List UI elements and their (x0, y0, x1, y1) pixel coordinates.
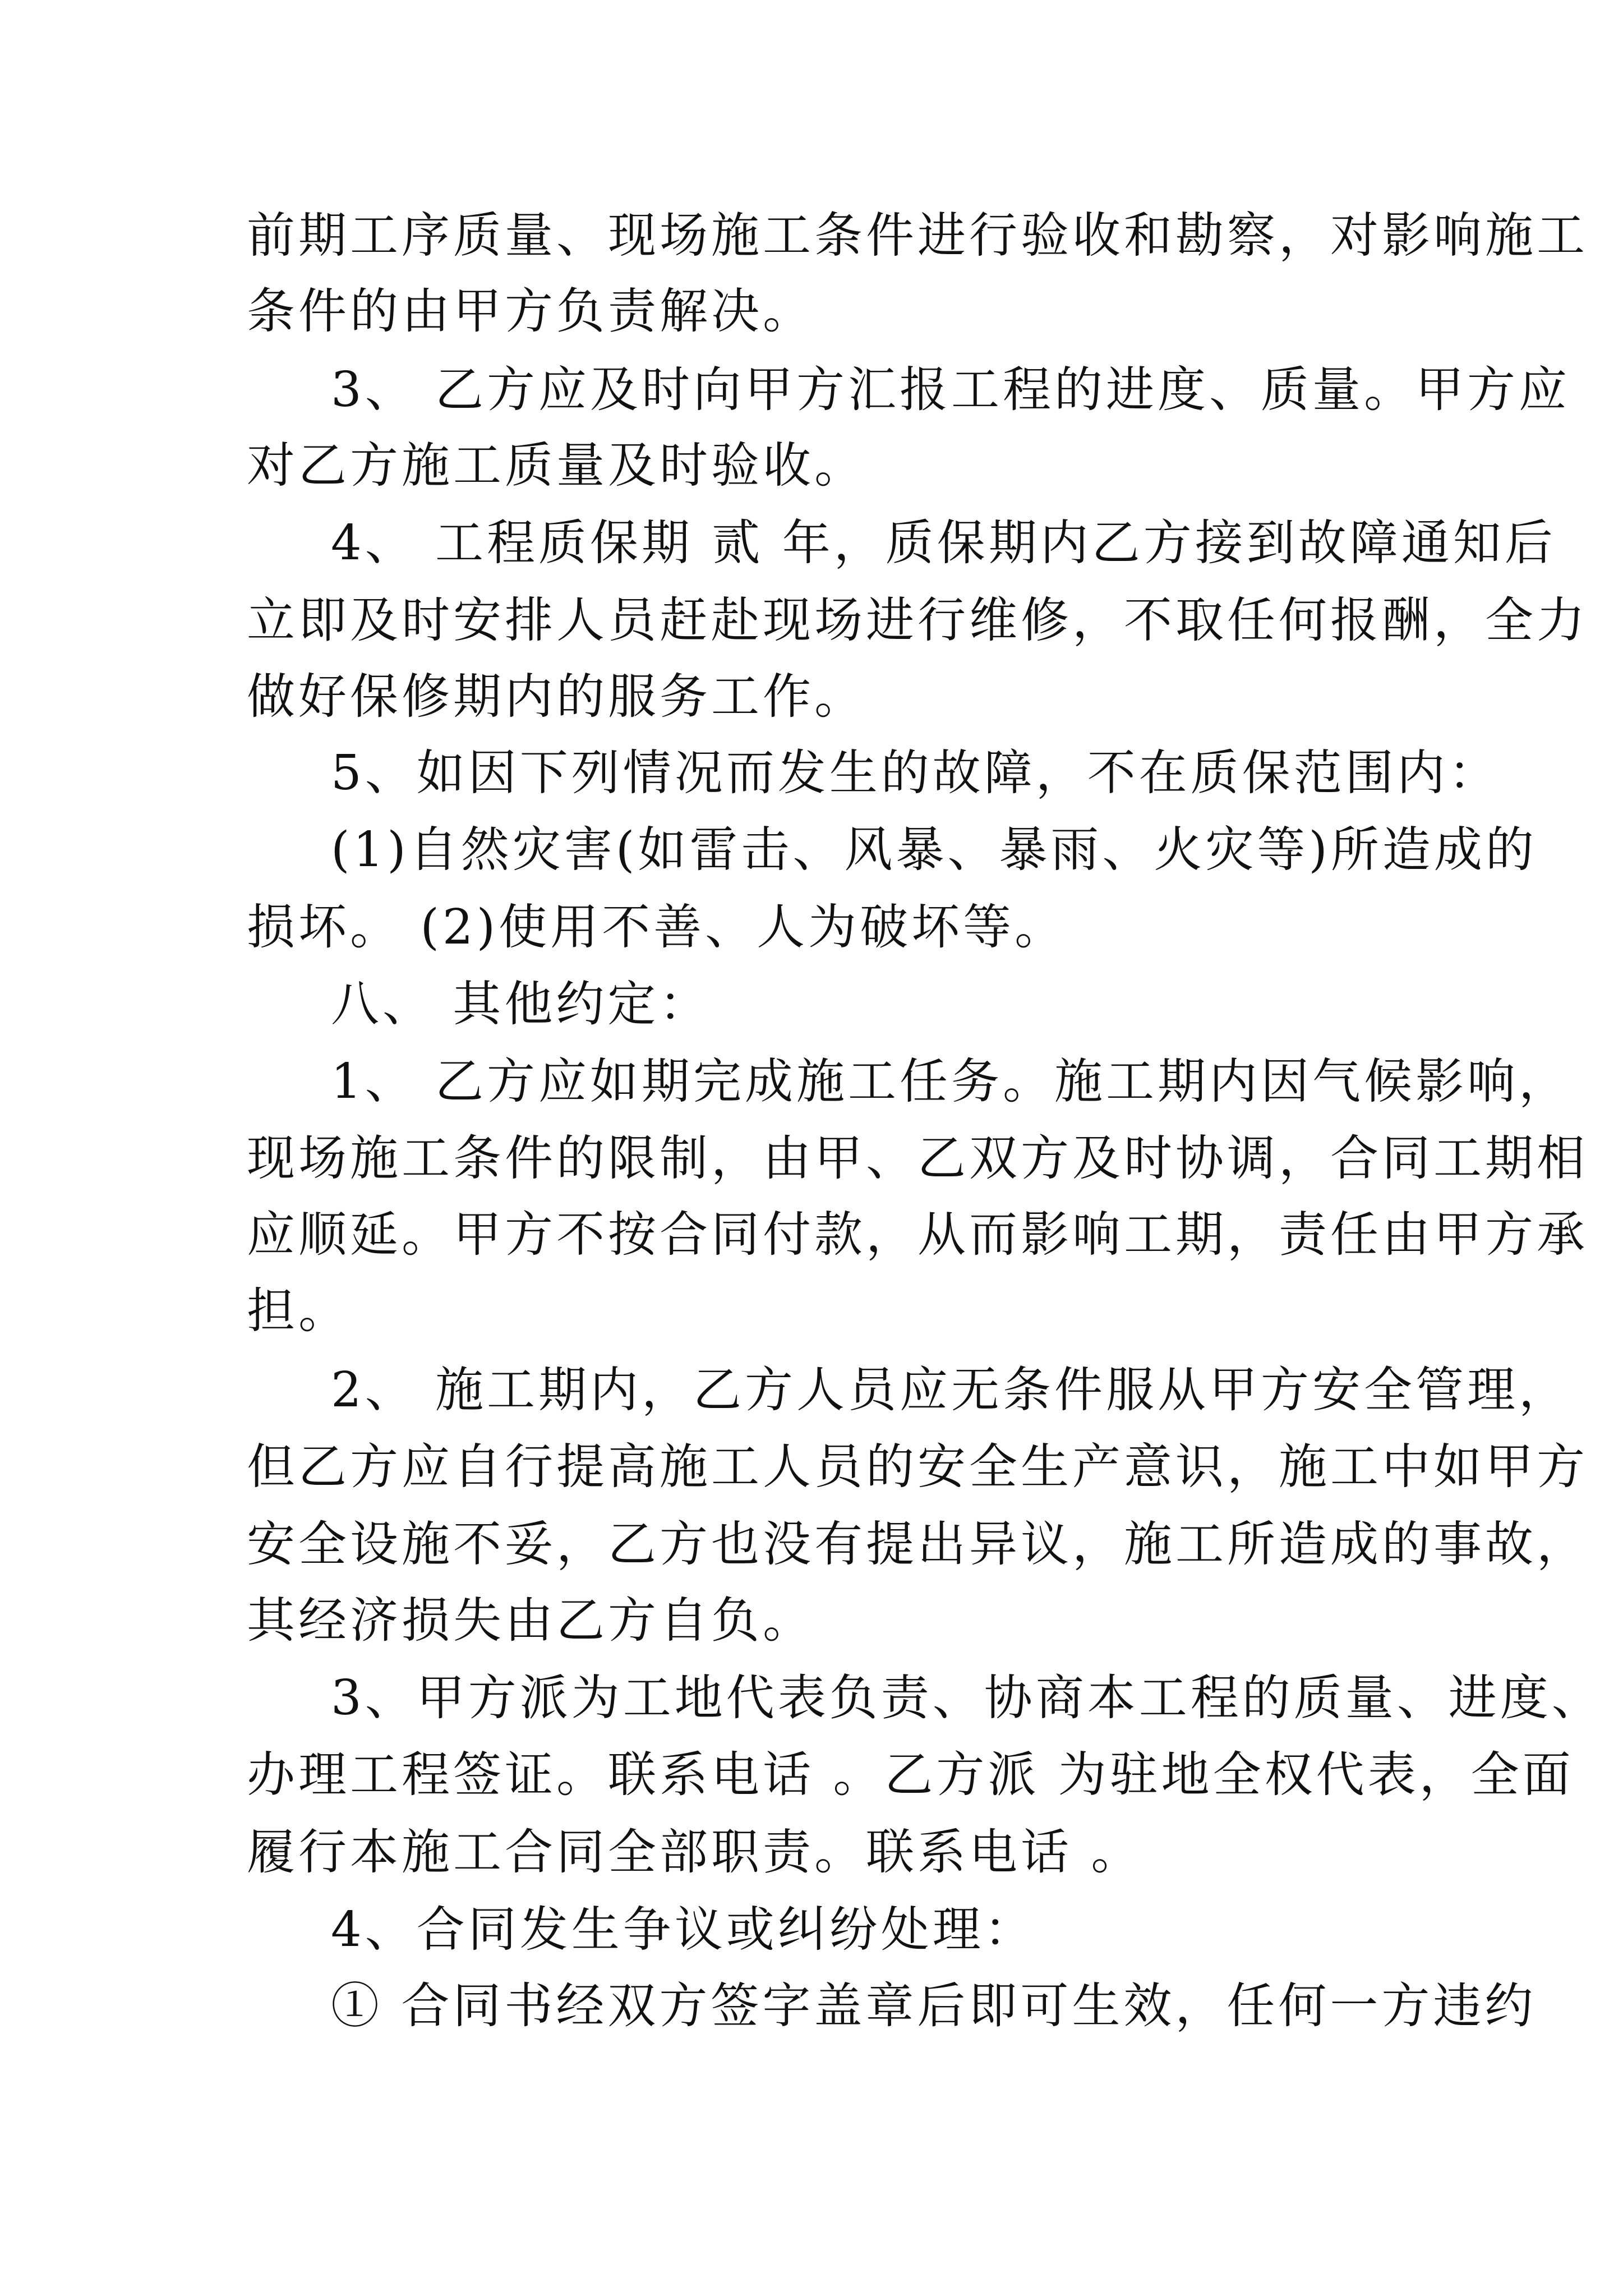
text-line: 3、甲方派为工地代表负责、协商本工程的质量、进度、 (331, 1670, 1603, 1726)
text-line: 损坏。 (2)使用不善、人为破坏等。 (247, 899, 1067, 955)
text-line: 履行本施工合同全部职责。联系电话 。 (247, 1824, 1143, 1880)
text-line: 4、合同发生争议或纠纷处理： (331, 1902, 1036, 1958)
text-line: 2、 施工期内，乙方人员应无条件服从甲方安全管理， (331, 1362, 1571, 1418)
text-line: 4、 工程质保期 贰 年，质保期内乙方接到故障通知后 (331, 515, 1556, 571)
text-line: 应顺延。甲方不按合同付款，从而影响工期，责任由甲方承 (247, 1207, 1588, 1263)
text-line: 对乙方施工质量及时验收。 (247, 438, 866, 494)
text-line: 现场施工条件的限制，由甲、乙双方及时协调，合同工期相 (247, 1130, 1588, 1186)
text-line: 办理工程签证。联系电话 。乙方派 为驻地全权代表，全面 (247, 1747, 1574, 1803)
text-line: 1、 乙方应如期完成施工任务。施工期内因气候影响， (331, 1053, 1571, 1110)
text-line: 3、 乙方应及时向甲方汇报工程的进度、质量。甲方应 (331, 362, 1571, 418)
text-line: 5、如因下列情况而发生的故障，不在质保范围内： (331, 745, 1500, 801)
text-line: 前期工序质量、现场施工条件进行验收和勘察，对影响施工 (247, 208, 1588, 264)
text-line: 但乙方应自行提高施工人员的安全生产意识，施工中如甲方 (247, 1439, 1588, 1495)
text-line: 条件的由甲方负责解决。 (247, 283, 814, 339)
text-line: 其经济损失由乙方自负。 (247, 1593, 814, 1649)
text-line: (1)自然灾害(如雷击、风暴、暴雨、火灾等)所造成的 (331, 822, 1537, 878)
text-line: 安全设施不妥，乙方也没有提出异议，施工所造成的事故， (247, 1516, 1588, 1572)
text-line: 立即及时安排人员赶赴现场进行维修，不取任何报酬，全力 (247, 592, 1588, 648)
section-heading: 八、 其他约定： (331, 976, 711, 1032)
text-line: 担。 (247, 1283, 350, 1339)
text-line: 做好保修期内的服务工作。 (247, 669, 866, 725)
text-line: ① 合同书经双方签字盖章后即可生效，任何一方违约 (331, 1978, 1537, 2034)
